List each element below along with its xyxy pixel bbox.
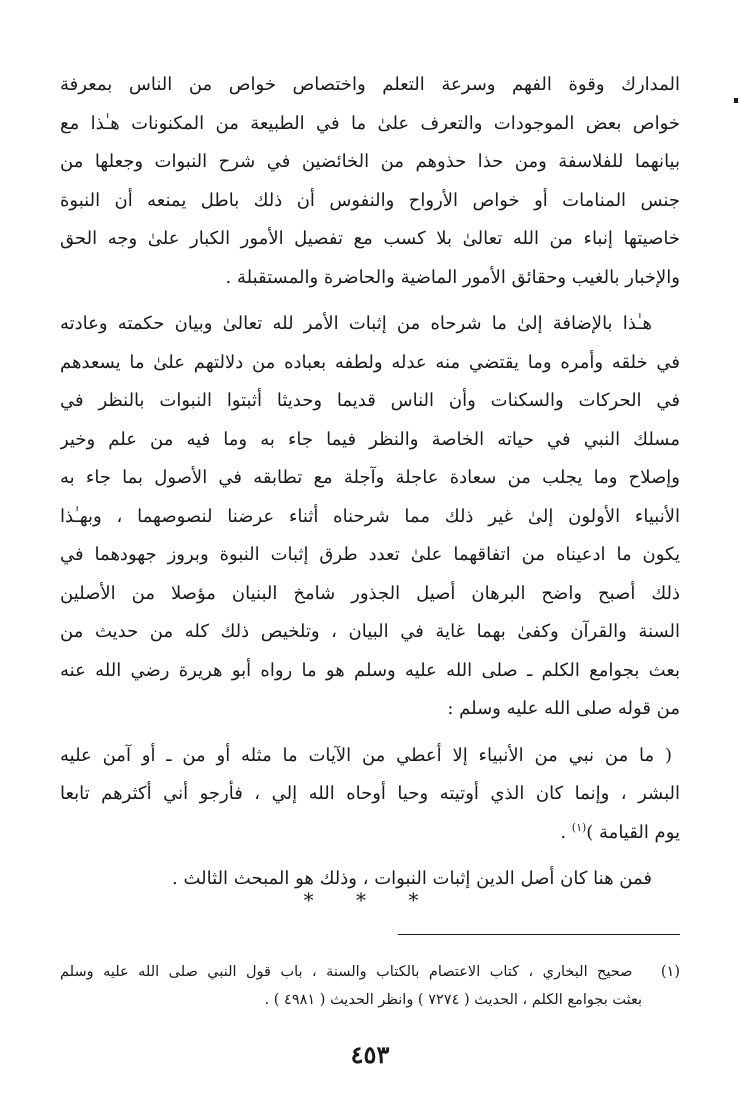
text-line: خاصيتها إنباء من الله تعالىٰ بلا كسب مع تفصيل الأمور الكبار علىٰ وجه الحق [60,228,680,249]
paragraph-2 [60,305,680,729]
page-number: ٤٥٣ [350,1040,390,1069]
text-line: يكون ما ادعيناه من اتفاقهما علىٰ تعدد طرق إثبات النبوة وبروز جهودهما في [60,544,680,565]
footnote [60,958,680,1014]
text-line: السنة والقرآن وكفىٰ بهما غاية في البيان ، وتلخيص ذلك كله من حديث من [60,621,680,642]
text-line: في الحركات والسكنات وأن الناس قديما وحديثا أثبتوا النبوات بالنظر في [60,390,680,411]
text-line: وإصلاح وما يجلب من سعادة عاجلة وآجلة مع تطابقه في الأصول بما جاء به [60,467,680,488]
footnote-line: بعثت بجوامع الكلم ، الحديث ( ٧٢٧٤ ) وانظر الحديث ( ٤٩٨١ ) . [264,992,642,1008]
text-line: بيانهما للفلاسفة ومن حذا حذوهم من الخائضين في شرح النبوات وجعلها من [60,151,680,172]
text-line: ( ما من نبي من الأنبياء إلا أعطي من الآيات ما مثله أو من ـ أو آمن عليه [60,744,672,766]
text-line: يوم القيامة )$^{(١)}$ . [560,820,680,843]
section-separator: * * * [303,888,437,912]
text-line: جنس المنامات أو خواص الأرواح والنفوس أن ذلك باطل يمنعه أن النبوة [60,189,680,211]
margin-mark [734,98,738,103]
footnote-ref[interactable]: (١) [571,820,587,834]
footnote-rule [398,934,680,935]
text-line: والإخبار بالغيب وحقائق الأمور الماضية والحاضرة والمستقبلة . [225,266,680,288]
text-line: فمن هنا كان أصل الدين إثبات النبوات ، وذلك هو المبحث الثالث . [172,868,652,889]
text-line: خواص بعض الموجودات والتعرف علىٰ ما في الطبيعة من المكنونات هـٰذا مع [60,112,680,134]
paragraph-1 [60,66,680,297]
text-line: هـٰذا بالإضافة إلىٰ ما شرحاه من إثبات الأمر لله تعالىٰ وبيان حكمته وعادته [60,313,652,334]
hadith-quote [60,737,680,853]
text-line: المدارك وقوة الفهم وسرعة التعلم واختصاص خواص من الناس بمعرفة [60,74,680,95]
text-line: من قوله صلى الله عليه وسلم : [447,698,680,719]
text-line: ذلك أصبح واضح البرهان أصيل الجذور شامخ البنيان مؤصلا من الأصلين [60,582,680,604]
text-line: في خلقه وأمره وما يقتضي منه عدله ولطفه بعباده من دلالتهم علىٰ ما يسعدهم [60,351,680,373]
text-line: مسلك النبي في حياته الخاصة والنظر فيما جاء به وما فيه من علم وخير [60,428,680,450]
page-body [60,66,680,899]
text-line: بعث بجوامع الكلم ـ صلى الله عليه وسلم هو ما رواه أبو هريرة رضي الله عنه [60,659,680,681]
footnote-marker: (١) [660,964,680,980]
text-line: الأنبياء الأولون إلىٰ غير ذلك مما شرحناه أثناء عرضنا لنصوصهما ، وبهـٰذا [60,505,680,527]
footnote-line: (١) صحيح البخاري ، كتاب الاعتصام بالكتاب والسنة ، باب قول النبي صلى الله عليه وسلم [60,964,680,980]
text-line: البشر ، وإنما كان الذي أوتيته وحيا أوحاه الله إلي ، فأرجو أني أكثرهم تابعا [60,783,680,804]
